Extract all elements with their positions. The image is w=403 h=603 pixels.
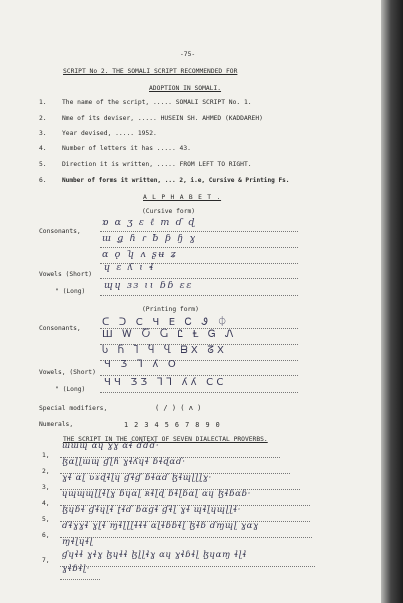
cursive-form-label: (Cursive form) bbox=[142, 208, 196, 215]
proverb-handwriting: ɠɥɬɬ ɣɬɣ ɮɥɬɬ ɮɭɭɬɣ ɑɥ ɣɬɓɬɭ ɮɥɑɱ ɬɭɬ bbox=[62, 550, 247, 560]
scan-shadow-edge bbox=[381, 0, 403, 603]
info-item-text: Year devised, ..... 1952. bbox=[62, 130, 157, 137]
proverb-handwriting: ɣɬɓɬɭ· bbox=[62, 564, 90, 574]
proverb-handwriting: ɗɬɣɣɬ ɣɭɬ ɱɬɭɭɭɬɬɬ ɑɭɬɓɓɬɭ ɮɬɓ ɗɱɰɭ ɣɑɣ bbox=[62, 521, 259, 531]
page-number: -75- bbox=[180, 51, 196, 58]
info-item-text: Nme of its deviser, ..... HUSEIN SH. AHMED (KADDAREH) bbox=[62, 115, 263, 122]
vowels-short-label: Vowels (Short) bbox=[39, 271, 93, 278]
info-item-number: 3. bbox=[39, 130, 47, 137]
special-modifiers-label: Special modifiers, bbox=[39, 405, 108, 412]
proverb-number: 1, bbox=[42, 452, 50, 459]
proverb-handwriting: ɮɑɭɭɯɰ ɠɭɦ ɣɬʎɥɬ ɓɬɖɑɗ· bbox=[62, 457, 186, 467]
proverb-handwriting: ɱɬɭɥɬɭ bbox=[62, 537, 94, 547]
info-item-text: Number of letters it has ..... 43. bbox=[62, 145, 191, 152]
info-item-number: 4. bbox=[39, 145, 47, 152]
info-item-text: Number of forms it written, ... 2, i.e, Cursive & Printing Fs. bbox=[62, 177, 290, 184]
document-title-line-1: SCRIPT No 2. THE SOMALI SCRIPT RECOMMENDED FOR bbox=[63, 68, 238, 75]
proverbs-heading: THE SCRIPT IN THE CONTEXT OF SEVEN DIALECTAL PROVERBS. bbox=[63, 436, 268, 443]
numerals-values: 1 2 3 4 5 6 7 8 9 0 bbox=[124, 421, 221, 429]
document-title-line-2: ADOPTION IN SOMALI. bbox=[149, 85, 222, 92]
proverb-number: 4, bbox=[42, 500, 50, 507]
proverb-handwriting: ɥɰɰɰɭɭɬɭɣ ɓɥɑɭ ʀɬɭɖ ɓɬɭɓɑɭ ɑɥ ɮɬɓɑɓ· bbox=[62, 489, 251, 499]
info-item-number: 5. bbox=[39, 161, 47, 168]
alphabet-heading: A L P H A B E T . bbox=[143, 194, 222, 201]
proverb-handwriting: ɣɬ ɑɭ ʋɤɖɬɭɥ ɠɬɠ ɓɬɑɗ ɮɬɰɭɭɭɣ· bbox=[62, 473, 212, 483]
info-item-number: 6. bbox=[39, 177, 47, 184]
vowels-long-label: " (Long) bbox=[55, 288, 86, 295]
special-modifiers-values: ( / ) ( ʌ ) bbox=[155, 404, 202, 412]
proverb-number: 7, bbox=[42, 557, 50, 564]
consonants-label: Consonants, bbox=[39, 228, 81, 235]
proverb-number: 6, bbox=[42, 532, 50, 539]
info-item-number: 1. bbox=[39, 99, 47, 106]
consonants-label: Consonants, bbox=[39, 325, 81, 332]
numerals-label: Numerals, bbox=[39, 421, 74, 428]
proverb-number: 2, bbox=[42, 468, 50, 475]
proverb-number: 3, bbox=[42, 484, 50, 491]
info-item-text: Direction it is written, ..... FROM LEFT TO RIGHT. bbox=[62, 161, 252, 168]
info-item-text: The name of the script, ..... SOMALI SCRIPT No. 1. bbox=[62, 99, 252, 106]
printing-form-label: (Printing form) bbox=[142, 306, 199, 313]
proverb-handwriting: ɯɯɰ ɑɥ ɣɣ ɑɬ ɗɗɗ· bbox=[62, 441, 160, 451]
scanned-document-page: -75- SCRIPT No 2. THE SOMALI SCRIPT RECOMMENDED FOR ADOPTION IN SOMALI. 1. The name of the script, ..... SOMALI SCRIPT No. 1. 2. Nme of its deviser, ..... HUSEIN SH. AHMED (KADDAREH) 3. Year devised, ..... 1952. 4. Number of letters it has ..... 43. 5. Direction it is written, ..... FROM LEFT TO RIGHT. 6. Number of forms it written, ... 2, i.e, Cursive & Printing Fs. A L P H A B E T . (Cursive form) Consonants, ɒ ɑ ʒ ɛ ℓ m ɗ ɖ ɯ ǥ ɦ ɾ ƀ ƥ ɧ ɣ ɑ ǫ ʮ ʌ ʂʉ ʑ Vowels (Short) " (Long) ɥ ɛ ʎ ɩ ɬ ɰɥ ɜɜ ɩɩ ɓɓ ɛɛ (Printing form) Consonants, ᑕ ᑐ Ϲ Ч Ε Ꮯ Ꮽ ⏀ Ш Ꮃ Ⴀ Ⴚ Ꮭ Ⱡ Ꮐ Ꮑ Ⴑ Ⴌ Ⴈ Ⴏ Ⴁ ᗷX ᘔX Vowels, (Short) " (Long) Ч Ʒ ᒣ ʎ Ο ЧЧ ƷƷ ᒣᒣ ʎʎ ϹϹ Special modifiers, ( / ) ( ʌ ) Numerals, 1 2 3 4 5 6 7 8 9 0 THE SCRIPT IN THE CONTEXT OF SEVEN DIALECTAL PROVERBS. 1, ɯɯɰ ɑɥ ɣɣ ɑɬ ɗɗɗ· 2, ɮɑɭɭɯɰ ɠɭɦ ɣɬʎɥɬ ɓɬɖɑɗ· 3, ɣɬ ɑɭ ʋɤɖɬɭɥ ɠɬɠ ɓɬɑɗ ɮɬɰɭɭɭɣ· 4, ɥɰɰɰɭɭɬɭɣ ɓɥɑɭ ʀɬɭɖ ɓɬɭɓɑɭ ɑɥ ɮɬɓɑɓ· 5, ɮɥɓɬ ɠɬɥɭɬ ʈɬɗ ɓɑɡɬ ɠɬɭ ɣɬ ɰɬɭɥɰɭɭɬ· 6, ɗɬɣɣɬ ɣɭɬ ɱɬɭɭɭɬɬɬ ɑɭɬɓɓɬɭ ɮɬɓ ɗɱɰɭ ɣɑɣ ɱɬɭɥɬɭ 7, ɠɥɬɬ ɣɬɣ ɮɥɬɬ ɮɭɭɬɣ ɑɥ ɣɬɓɬɭ ɮɥɑɱ ɬɭɬ ɣɬɓɬɭ· bbox=[0, 0, 403, 603]
proverb-handwriting: ɮɥɓɬ ɠɬɥɭɬ ʈɬɗ ɓɑɡɬ ɠɬɭ ɣɬ ɰɬɭɥɰɭɭɬ· bbox=[62, 505, 241, 515]
vowels-short-label: Vowels, (Short) bbox=[39, 369, 96, 376]
info-item-number: 2. bbox=[39, 115, 47, 122]
vowels-long-label: " (Long) bbox=[55, 386, 86, 393]
proverb-number: 5, bbox=[42, 516, 50, 523]
